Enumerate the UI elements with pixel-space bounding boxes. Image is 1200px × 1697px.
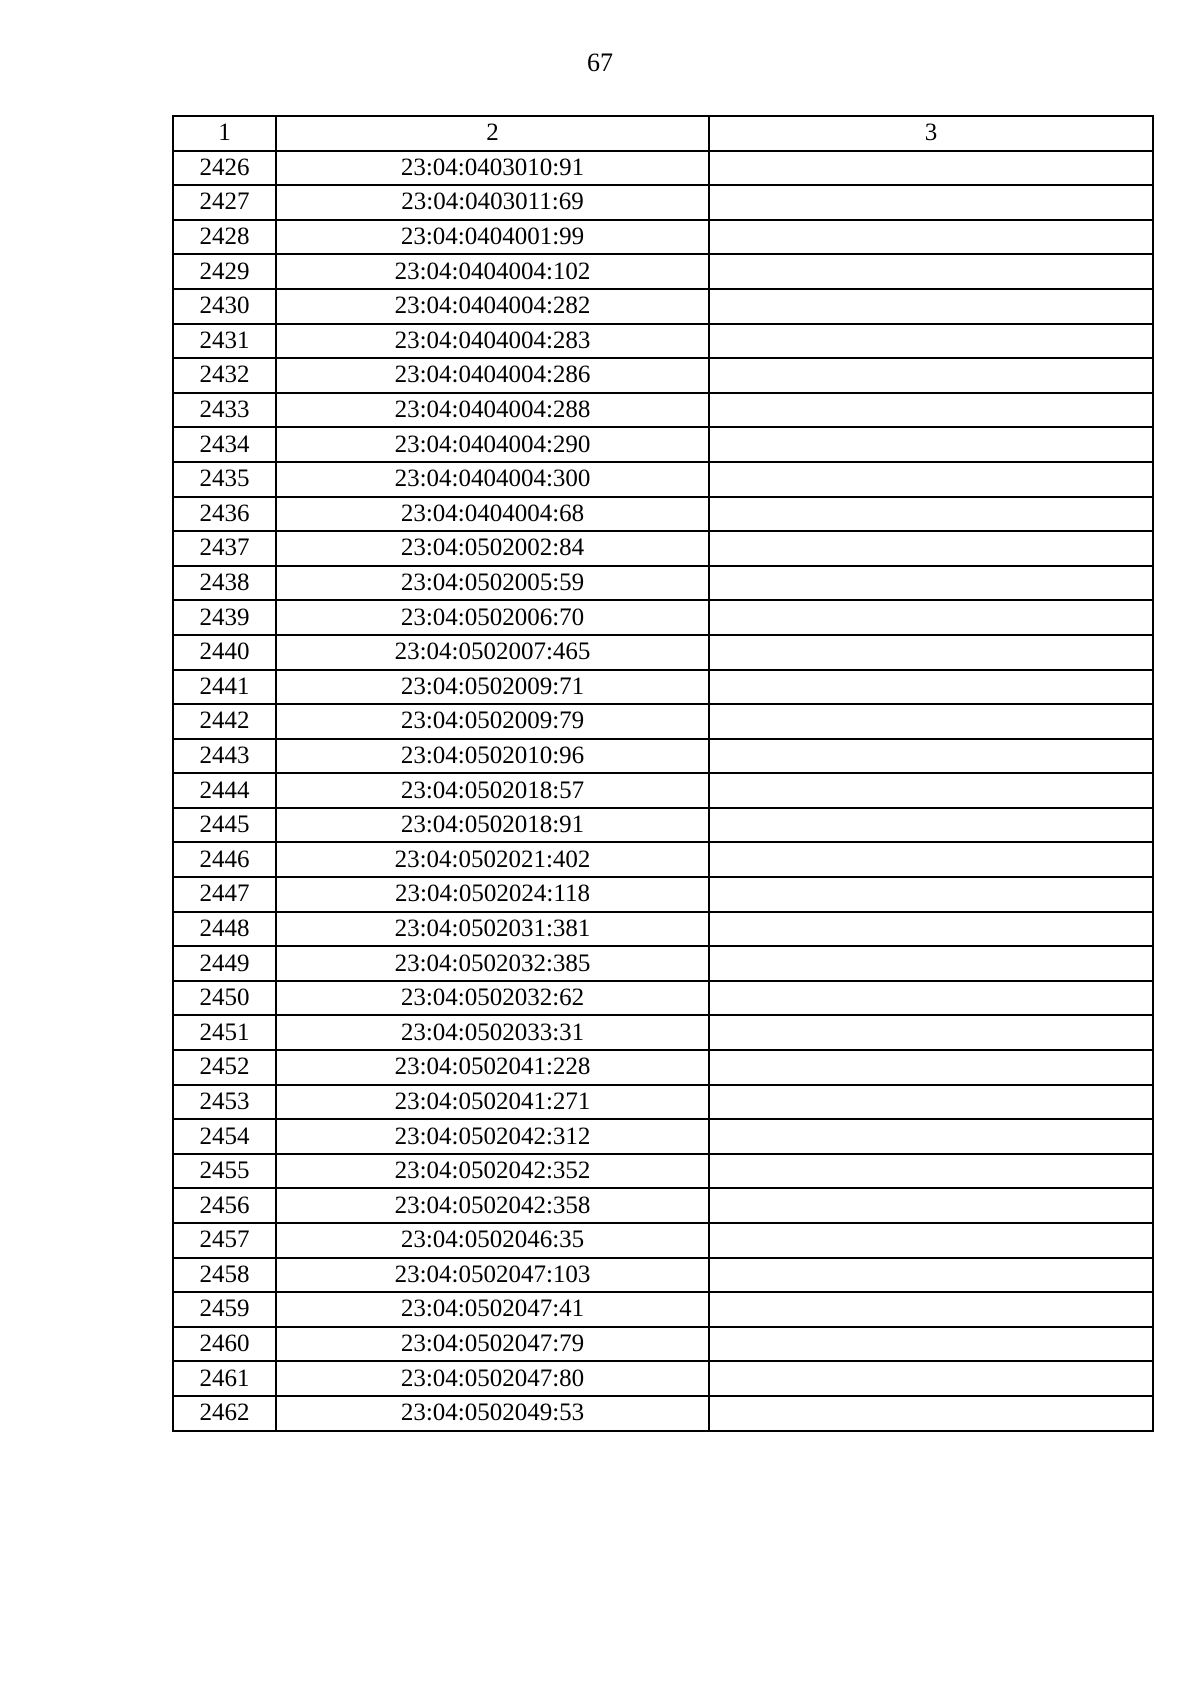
cadastral-number-cell: 23:04:0403010:91 (276, 151, 709, 186)
row-number-cell: 2429 (173, 254, 276, 289)
table-row (173, 1085, 1153, 1120)
note-cell (709, 981, 1153, 1016)
note-cell (709, 427, 1153, 462)
row-number-cell: 2446 (173, 842, 276, 877)
table-row (173, 220, 1153, 255)
row-number-cell: 2451 (173, 1015, 276, 1050)
table-row (173, 151, 1153, 186)
table-row (173, 1396, 1153, 1431)
table-row (173, 324, 1153, 359)
row-number-cell: 2434 (173, 427, 276, 462)
row-number-cell: 2432 (173, 358, 276, 393)
row-number-cell: 2445 (173, 808, 276, 843)
row-number-cell: 2458 (173, 1258, 276, 1293)
cadastral-number-cell: 23:04:0502047:103 (276, 1258, 709, 1293)
table-row (173, 1258, 1153, 1293)
row-number-cell: 2449 (173, 946, 276, 981)
table-row (173, 670, 1153, 705)
row-number-cell: 2436 (173, 497, 276, 532)
table-row (173, 531, 1153, 566)
page-number: 67 (587, 48, 613, 77)
cadastral-number-cell: 23:04:0404004:288 (276, 393, 709, 428)
note-cell (709, 946, 1153, 981)
row-number-cell: 2457 (173, 1223, 276, 1258)
cadastral-number-cell: 23:04:0502005:59 (276, 566, 709, 601)
row-number-cell: 2448 (173, 912, 276, 947)
note-cell (709, 1223, 1153, 1258)
row-number-cell: 2441 (173, 670, 276, 705)
table-row (173, 877, 1153, 912)
table-row (173, 739, 1153, 774)
cadastral-number-cell: 23:04:0404004:68 (276, 497, 709, 532)
row-number-cell: 2442 (173, 704, 276, 739)
note-cell (709, 185, 1153, 220)
table-row (173, 1154, 1153, 1189)
cadastral-number-cell: 23:04:0502009:71 (276, 670, 709, 705)
table-row (173, 1292, 1153, 1327)
table-row (173, 704, 1153, 739)
note-cell (709, 773, 1153, 808)
table-row (173, 1119, 1153, 1154)
cadastral-number-cell: 23:04:0404004:102 (276, 254, 709, 289)
row-number-cell: 2459 (173, 1292, 276, 1327)
cadastral-number-cell: 23:04:0502041:228 (276, 1050, 709, 1085)
cadastral-number-cell: 23:04:0502047:80 (276, 1361, 709, 1396)
cadastral-number-cell: 23:04:0502042:358 (276, 1188, 709, 1223)
row-number-cell: 2462 (173, 1396, 276, 1431)
cadastral-number-cell: 23:04:0502018:57 (276, 773, 709, 808)
note-cell (709, 462, 1153, 497)
cadastral-number-cell: 23:04:0404004:300 (276, 462, 709, 497)
table-row (173, 427, 1153, 462)
cadastral-number-cell: 23:04:0404001:99 (276, 220, 709, 255)
table-row (173, 600, 1153, 635)
note-cell (709, 531, 1153, 566)
note-cell (709, 600, 1153, 635)
cadastral-number-cell: 23:04:0502033:31 (276, 1015, 709, 1050)
row-number-cell: 2444 (173, 773, 276, 808)
row-number-cell: 2427 (173, 185, 276, 220)
row-number-cell: 2453 (173, 1085, 276, 1120)
cadastral-number-cell: 23:04:0502021:402 (276, 842, 709, 877)
table-body (173, 151, 1153, 1431)
row-number-cell: 2437 (173, 531, 276, 566)
row-number-cell: 2435 (173, 462, 276, 497)
table-row (173, 1327, 1153, 1362)
table-row (173, 635, 1153, 670)
cadastral-number-cell: 23:04:0502018:91 (276, 808, 709, 843)
column-header-1: 1 (173, 116, 276, 151)
table-row (173, 773, 1153, 808)
cadastral-number-cell: 23:04:0502032:62 (276, 981, 709, 1016)
cadastral-number-cell: 23:04:0502009:79 (276, 704, 709, 739)
note-cell (709, 1258, 1153, 1293)
cadastral-number-cell: 23:04:0404004:282 (276, 289, 709, 324)
note-cell (709, 739, 1153, 774)
row-number-cell: 2461 (173, 1361, 276, 1396)
column-header-2: 2 (276, 116, 709, 151)
note-cell (709, 1050, 1153, 1085)
cadastral-number-cell: 23:04:0502046:35 (276, 1223, 709, 1258)
table-row (173, 1050, 1153, 1085)
cadastral-number-cell: 23:04:0502047:79 (276, 1327, 709, 1362)
note-cell (709, 1396, 1153, 1431)
table-row (173, 497, 1153, 532)
note-cell (709, 877, 1153, 912)
cadastral-number-cell: 23:04:0502007:465 (276, 635, 709, 670)
row-number-cell: 2452 (173, 1050, 276, 1085)
note-cell (709, 497, 1153, 532)
row-number-cell: 2438 (173, 566, 276, 601)
table-row (173, 254, 1153, 289)
note-cell (709, 808, 1153, 843)
row-number-cell: 2443 (173, 739, 276, 774)
column-header-3: 3 (709, 116, 1153, 151)
note-cell (709, 1085, 1153, 1120)
table-row (173, 946, 1153, 981)
table-row (173, 1188, 1153, 1223)
note-cell (709, 1327, 1153, 1362)
row-number-cell: 2433 (173, 393, 276, 428)
note-cell (709, 635, 1153, 670)
table-row (173, 462, 1153, 497)
cadastral-number-cell: 23:04:0403011:69 (276, 185, 709, 220)
table-row (173, 1015, 1153, 1050)
table-header-row (173, 116, 1153, 151)
cadastral-number-cell: 23:04:0404004:283 (276, 324, 709, 359)
row-number-cell: 2439 (173, 600, 276, 635)
note-cell (709, 220, 1153, 255)
table-row (173, 1361, 1153, 1396)
note-cell (709, 358, 1153, 393)
note-cell (709, 1361, 1153, 1396)
note-cell (709, 289, 1153, 324)
cadastral-number-cell: 23:04:0404004:286 (276, 358, 709, 393)
note-cell (709, 842, 1153, 877)
note-cell (709, 566, 1153, 601)
row-number-cell: 2440 (173, 635, 276, 670)
row-number-cell: 2447 (173, 877, 276, 912)
row-number-cell: 2455 (173, 1154, 276, 1189)
note-cell (709, 324, 1153, 359)
cadastral-number-cell: 23:04:0502024:118 (276, 877, 709, 912)
row-number-cell: 2460 (173, 1327, 276, 1362)
row-number-cell: 2430 (173, 289, 276, 324)
cadastral-number-cell: 23:04:0502031:381 (276, 912, 709, 947)
cadastral-number-cell: 23:04:0502047:41 (276, 1292, 709, 1327)
cadastral-number-cell: 23:04:0502042:352 (276, 1154, 709, 1189)
cadastral-number-cell: 23:04:0502010:96 (276, 739, 709, 774)
table-row (173, 185, 1153, 220)
note-cell (709, 393, 1153, 428)
table-row (173, 393, 1153, 428)
row-number-cell: 2456 (173, 1188, 276, 1223)
note-cell (709, 670, 1153, 705)
table-row (173, 289, 1153, 324)
table-row (173, 981, 1153, 1016)
table-row (173, 842, 1153, 877)
table-row (173, 808, 1153, 843)
cadastral-number-cell: 23:04:0502042:312 (276, 1119, 709, 1154)
cadastral-number-cell: 23:04:0502006:70 (276, 600, 709, 635)
row-number-cell: 2431 (173, 324, 276, 359)
note-cell (709, 151, 1153, 186)
note-cell (709, 1015, 1153, 1050)
cadastral-number-cell: 23:04:0502002:84 (276, 531, 709, 566)
note-cell (709, 704, 1153, 739)
note-cell (709, 912, 1153, 947)
note-cell (709, 254, 1153, 289)
table-row (173, 1223, 1153, 1258)
note-cell (709, 1154, 1153, 1189)
note-cell (709, 1119, 1153, 1154)
table-row (173, 912, 1153, 947)
row-number-cell: 2454 (173, 1119, 276, 1154)
cadastral-table (172, 115, 1154, 1432)
cadastral-number-cell: 23:04:0502041:271 (276, 1085, 709, 1120)
row-number-cell: 2428 (173, 220, 276, 255)
row-number-cell: 2450 (173, 981, 276, 1016)
note-cell (709, 1188, 1153, 1223)
note-cell (709, 1292, 1153, 1327)
cadastral-number-cell: 23:04:0404004:290 (276, 427, 709, 462)
table-row (173, 566, 1153, 601)
table-row (173, 358, 1153, 393)
row-number-cell: 2426 (173, 151, 276, 186)
cadastral-number-cell: 23:04:0502032:385 (276, 946, 709, 981)
cadastral-number-cell: 23:04:0502049:53 (276, 1396, 709, 1431)
